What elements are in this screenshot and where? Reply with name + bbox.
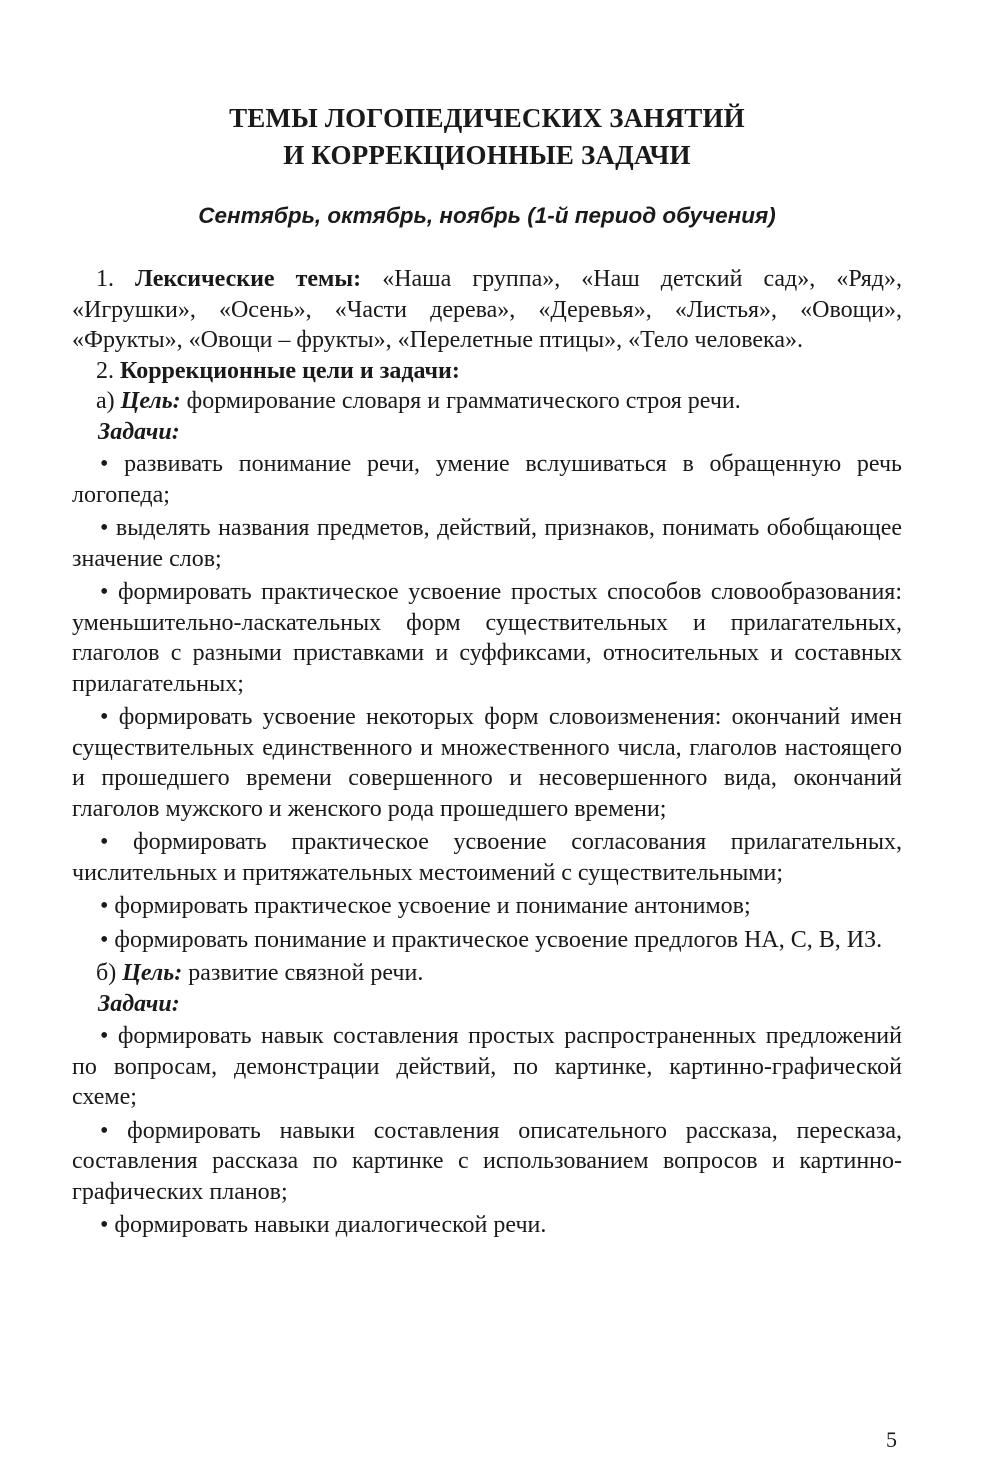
goal-a-prefix: а) — [96, 388, 115, 414]
lexical-topics-text: «Наша группа», «Наш детский сад», «Ряд», «Игрушки», «Осень», «Части дерева», «Деревья», «Листья», «Овощи», «Фрукты», «Овощи – фрукты», «Перелетные птицы», «Тело человека». — [72, 266, 902, 353]
goal-b-line — [72, 958, 902, 989]
page-title — [72, 100, 902, 174]
goal-b-task-list — [72, 1021, 902, 1241]
goal-a-text: формирование словаря и грамматического строя речи. — [186, 388, 741, 414]
page-content — [72, 100, 902, 1244]
lexical-topics-paragraph — [72, 264, 902, 356]
list-item: • формировать практическое усвоение согласования прилагательных, числительных и притяжательных местоимений с существительными; — [72, 829, 903, 886]
lexical-topics-label: Лексические темы: — [135, 266, 362, 292]
goal-b-tasks-label: Задачи: — [98, 990, 180, 1017]
correction-goals-heading — [72, 356, 902, 387]
bullet-icon: • — [100, 926, 109, 953]
list-item: • формировать навык составления простых распространенных предложений по вопросам, демонстрации действий, по картинке, картинно-графической схеме; — [72, 1023, 902, 1110]
bullet-icon: • — [100, 704, 109, 730]
bullet-icon: • — [100, 1212, 109, 1238]
goal-b-prefix: б) — [96, 960, 117, 986]
list-item: • выделять названия предметов, действий, признаков, понимать обобщающее значение слов; — [72, 515, 903, 572]
goal-a-label: Цель: — [120, 388, 181, 414]
bullet-icon: • — [100, 1117, 109, 1144]
bullet-icon: • — [100, 515, 109, 541]
bullet-icon: • — [100, 451, 109, 477]
title-line-2: И КОРРЕКЦИОННЫЕ ЗАДАЧИ — [283, 140, 691, 170]
goal-a-task-list — [72, 449, 902, 955]
list-item: • формировать практическое усвоение и понимание антонимов; — [100, 893, 751, 919]
list-item: • формировать навыки диалогической речи. — [100, 1212, 547, 1238]
list-item: • формировать усвоение некоторых форм словоизменения: окончаний имен существительных единственного и множественного числа, глаголов настоящего и прошедшего времени совершенного и несовершенного вида, окончаний глаголов мужского и женского рода прошедшего времени; — [72, 704, 902, 822]
list-item: • формировать понимание и практическое усвоение предлогов НА, С, В, ИЗ. — [100, 926, 883, 953]
list-item: • формировать навыки составления описательного рассказа, пересказа, составления рассказа по картинке с использованием вопросов и картинно-графических планов; — [72, 1117, 902, 1205]
goal-b-text: развитие связной речи. — [188, 960, 424, 986]
bullet-icon: • — [100, 893, 109, 919]
list-item: • формировать практическое усвоение простых способов словообразования: уменьшительно-ласкательных форм существительных и прилагательных, глаголов с разными приставками и суффиксами, относительных и составных прилагательных; — [72, 579, 902, 697]
page-number: 5 — [886, 1427, 897, 1452]
section-1-number: 1. — [96, 266, 114, 292]
bullet-icon: • — [100, 829, 109, 855]
correction-goals-label: Коррекционные цели и задачи: — [120, 357, 460, 384]
list-item: • развивать понимание речи, умение вслушиваться в обращенную речь логопеда; — [72, 451, 903, 508]
bullet-icon: • — [100, 579, 109, 605]
goal-a-tasks-label: Задачи: — [98, 418, 180, 445]
title-line-1: ТЕМЫ ЛОГОПЕДИЧЕСКИХ ЗАНЯТИЙ — [229, 103, 745, 133]
goal-a-line — [72, 386, 902, 417]
bullet-icon: • — [100, 1023, 109, 1049]
period-subtitle: Сентябрь, октябрь, ноябрь (1-й период обучения) — [198, 203, 776, 228]
section-2-number: 2. — [96, 357, 114, 384]
goal-b-label: Цель: — [122, 960, 183, 986]
